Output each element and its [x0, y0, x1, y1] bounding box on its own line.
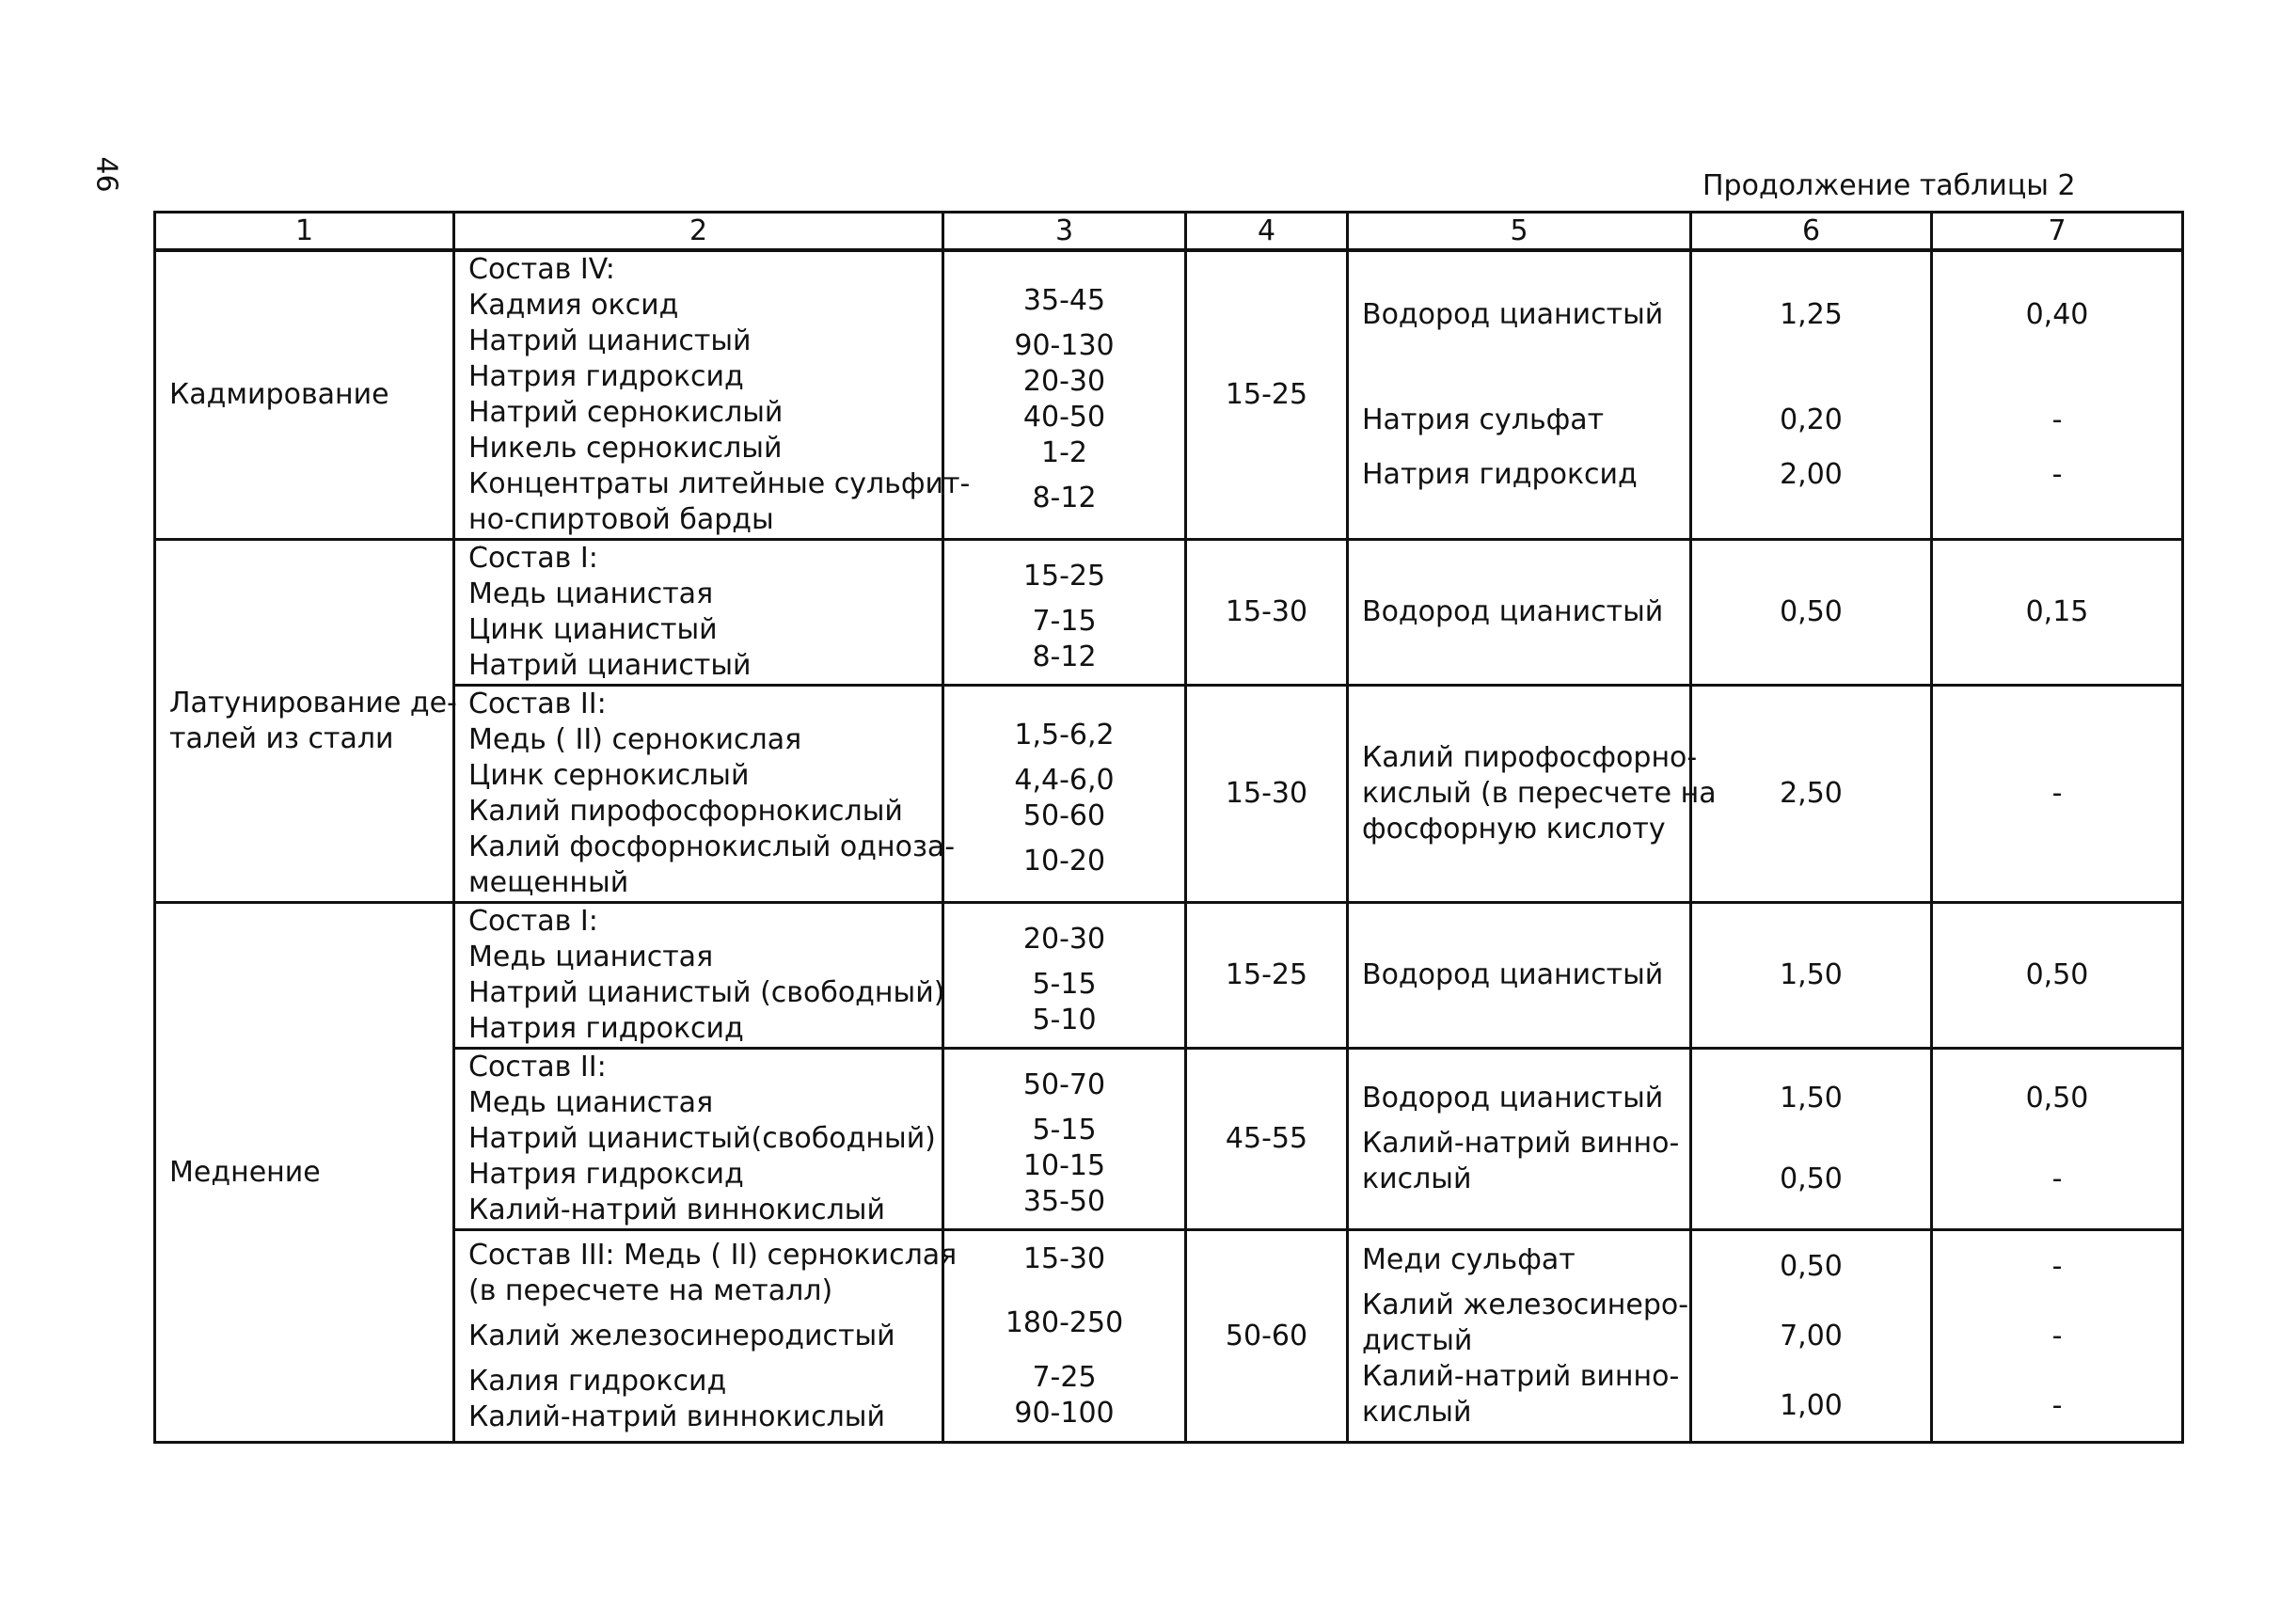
- value6-cell: 2,50: [1691, 686, 1932, 903]
- substance-line: фосфорную кислоту: [1362, 813, 1666, 846]
- col-header-6: 6: [1691, 213, 1932, 251]
- composition-line: Состав II:: [468, 1051, 607, 1083]
- composition-line: Натрия гидроксид: [468, 1158, 744, 1191]
- header-row: [155, 213, 2183, 251]
- substance-cell: [1348, 1049, 1691, 1230]
- concentration-value: 50-70: [1022, 1068, 1106, 1101]
- substance-cell: Водород цианистый: [1348, 540, 1691, 686]
- substance-line: Калий-натрий винно-: [1362, 1127, 1680, 1160]
- value6-cell: [1691, 1230, 1932, 1443]
- value6-cell: [1691, 1049, 1932, 1230]
- composition-line: Натрий цианистый(свободный): [468, 1122, 936, 1155]
- substance-line: дистый: [1362, 1323, 1473, 1357]
- composition-line: Калий фосфорнокислый одноза-: [468, 830, 956, 863]
- substance-line: кислый (в пересчете на: [1362, 777, 1717, 810]
- value6: 2,00: [1780, 458, 1843, 491]
- composition-cell: [454, 686, 956, 903]
- composition-line: Медь цианистая: [468, 1086, 714, 1119]
- value7: 0,40: [2025, 298, 2089, 331]
- concentration-cell: [943, 250, 1186, 540]
- concentration-value: 1-2: [1041, 436, 1087, 469]
- col-header-2: 2: [454, 213, 943, 251]
- concentration-value: 180-250: [1005, 1305, 1124, 1339]
- col-header-4: 4: [1186, 213, 1348, 251]
- concentration-value: 5-15: [1032, 1114, 1097, 1146]
- table-caption: Продолжение таблицы 2: [1702, 169, 2076, 202]
- composition-line: Состав III: Медь ( II) сернокислая: [468, 1238, 958, 1272]
- temperature-cell: 15-25: [1186, 903, 1348, 1049]
- composition-line: Концентраты литейные сульфит-: [468, 467, 971, 500]
- composition-line: Цинк цианистый: [468, 613, 718, 646]
- value7: 0,50: [2025, 1082, 2089, 1115]
- substance-line: Водород цианистый: [1362, 1082, 1664, 1115]
- value7-cell: 0,15: [1932, 540, 2183, 686]
- table-row: [155, 1049, 2183, 1230]
- table-row: [155, 540, 2183, 686]
- process-brass: [155, 540, 457, 903]
- process-line: Латунирование де-: [169, 686, 457, 720]
- composition-line: Натрий цианистый: [468, 324, 752, 357]
- table-row: [155, 903, 2183, 1049]
- concentration-value: 90-130: [1014, 329, 1115, 362]
- value6: 0,20: [1780, 403, 1843, 436]
- composition-line: Натрий цианистый: [468, 649, 752, 682]
- concentration-value: 35-50: [1022, 1185, 1106, 1218]
- composition-cell: [454, 540, 943, 686]
- process-line: талей из стали: [169, 721, 394, 755]
- concentration-value: 35-45: [1022, 284, 1106, 317]
- composition-line: Калий-натрий виннокислый: [468, 1400, 885, 1433]
- composition-line: Натрий сернокислый: [468, 396, 784, 429]
- value7-cell: [1932, 1049, 2183, 1230]
- concentration-value: 7-25: [1032, 1360, 1097, 1394]
- concentration-value: 4,4-6,0: [1014, 764, 1115, 797]
- concentration-value: 50-60: [1022, 799, 1106, 832]
- composition-line: Медь цианистая: [468, 577, 714, 610]
- composition-line: Калий пирофосфорнокислый: [468, 795, 903, 828]
- composition-line: Цинк сернокислый: [468, 759, 750, 792]
- concentration-value: 20-30: [1022, 365, 1106, 398]
- composition-line: Никель сернокислый: [468, 432, 783, 465]
- concentration-value: 90-100: [1014, 1396, 1115, 1430]
- substance-cell: [1348, 686, 1717, 903]
- value6: 0,50: [1780, 1249, 1843, 1283]
- value7: -: [2051, 1388, 2063, 1422]
- substance-line: Натрия сульфат: [1362, 403, 1605, 436]
- composition-line: Состав I:: [468, 905, 598, 938]
- data-table: [153, 211, 2184, 1444]
- concentration-value: 8-12: [1032, 482, 1097, 514]
- composition-line: Калий железосинеродистый: [468, 1319, 895, 1352]
- table-row: [155, 686, 2183, 903]
- concentration-value: 1,5-6,2: [1014, 719, 1115, 751]
- substance-line: Меди сульфат: [1362, 1242, 1576, 1276]
- composition-line: Медь ( II) сернокислая: [468, 723, 802, 756]
- temperature-cell: 15-30: [1186, 686, 1348, 903]
- value7: -: [2051, 1162, 2063, 1195]
- value7: -: [2051, 403, 2063, 436]
- temperature-cell: 45-55: [1186, 1049, 1348, 1230]
- substance-cell: [1348, 250, 1691, 540]
- substance-line: Калий пирофосфорно-: [1362, 741, 1698, 774]
- composition-line: но-спиртовой барды: [468, 503, 774, 536]
- value7: -: [2051, 458, 2063, 491]
- concentration-value: 10-15: [1022, 1149, 1106, 1182]
- composition-line: Калий-натрий виннокислый: [468, 1194, 885, 1226]
- value6: 7,00: [1780, 1319, 1843, 1352]
- col-header-3: 3: [943, 213, 1186, 251]
- composition-line: Медь цианистая: [468, 941, 714, 973]
- concentration-value: 15-30: [1022, 1241, 1106, 1275]
- value6-cell: 1,50: [1691, 903, 1932, 1049]
- concentration-value: 40-50: [1022, 401, 1106, 434]
- concentration-value: 15-25: [1022, 560, 1106, 593]
- value6-cell: [1691, 250, 1932, 540]
- value7-cell: [1932, 1230, 2183, 1443]
- substance-line: кислый: [1362, 1395, 1472, 1429]
- composition-line: Кадмия оксид: [468, 289, 679, 322]
- composition-cell: [454, 1049, 943, 1230]
- table-row: [155, 250, 2183, 540]
- concentration-cell: [943, 1230, 1186, 1443]
- concentration-value: 5-10: [1032, 1004, 1097, 1036]
- concentration-value: 8-12: [1032, 640, 1097, 673]
- concentration-value: 5-15: [1032, 968, 1097, 1001]
- col-header-5: 5: [1348, 213, 1691, 251]
- concentration-value: 10-20: [1022, 845, 1106, 878]
- value6: 1,50: [1780, 1082, 1843, 1115]
- table-row: [155, 1230, 2183, 1443]
- composition-line: (в пересчете на металл): [468, 1273, 833, 1307]
- substance-line: Натрия гидроксид: [1362, 458, 1638, 491]
- substance-line: Калий железосинеро-: [1362, 1288, 1689, 1321]
- substance-line: Калий-натрий винно-: [1362, 1359, 1680, 1393]
- concentration-cell: [943, 903, 1186, 1049]
- temperature-cell: 50-60: [1186, 1230, 1348, 1443]
- composition-line: Состав IV:: [468, 253, 615, 286]
- temperature-cell: 15-30: [1186, 540, 1348, 686]
- composition-line: мещенный: [468, 866, 629, 899]
- value7-cell: -: [1932, 686, 2183, 903]
- substance-cell: Водород цианистый: [1348, 903, 1691, 1049]
- composition-cell: [454, 250, 971, 540]
- col-header-7: 7: [1932, 213, 2183, 251]
- value6: 0,50: [1780, 1162, 1843, 1195]
- value7: -: [2051, 1319, 2063, 1352]
- substance-line: Водород цианистый: [1362, 298, 1664, 331]
- value6-cell: 0,50: [1691, 540, 1932, 686]
- process-cadmium: Кадмирование: [155, 250, 454, 540]
- col-header-1: 1: [155, 213, 454, 251]
- composition-line: Состав I:: [468, 542, 598, 575]
- value7-cell: [1932, 250, 2183, 540]
- composition-cell: [454, 903, 943, 1049]
- concentration-cell: [943, 1049, 1186, 1230]
- concentration-value: 20-30: [1022, 923, 1106, 956]
- concentration-cell: [943, 540, 1186, 686]
- composition-line: Калия гидроксид: [468, 1364, 727, 1398]
- process-copper: Меднение: [155, 903, 454, 1443]
- value6: 1,00: [1780, 1388, 1843, 1422]
- composition-cell: [454, 1230, 958, 1443]
- composition-line: Натрия гидроксид: [468, 1012, 744, 1045]
- substance-line: кислый: [1362, 1162, 1472, 1195]
- page-number: 46: [89, 156, 123, 193]
- concentration-value: 7-15: [1032, 605, 1097, 638]
- composition-line: Состав II:: [468, 688, 607, 720]
- value6: 1,25: [1780, 298, 1843, 331]
- value7-cell: 0,50: [1932, 903, 2183, 1049]
- temperature-cell: 15-25: [1186, 250, 1348, 540]
- composition-line: Натрия гидроксид: [468, 360, 744, 393]
- concentration-cell: [943, 686, 1186, 903]
- value7: -: [2051, 1249, 2063, 1283]
- substance-cell: [1348, 1230, 1691, 1443]
- composition-line: Натрий цианистый (свободный): [468, 976, 945, 1009]
